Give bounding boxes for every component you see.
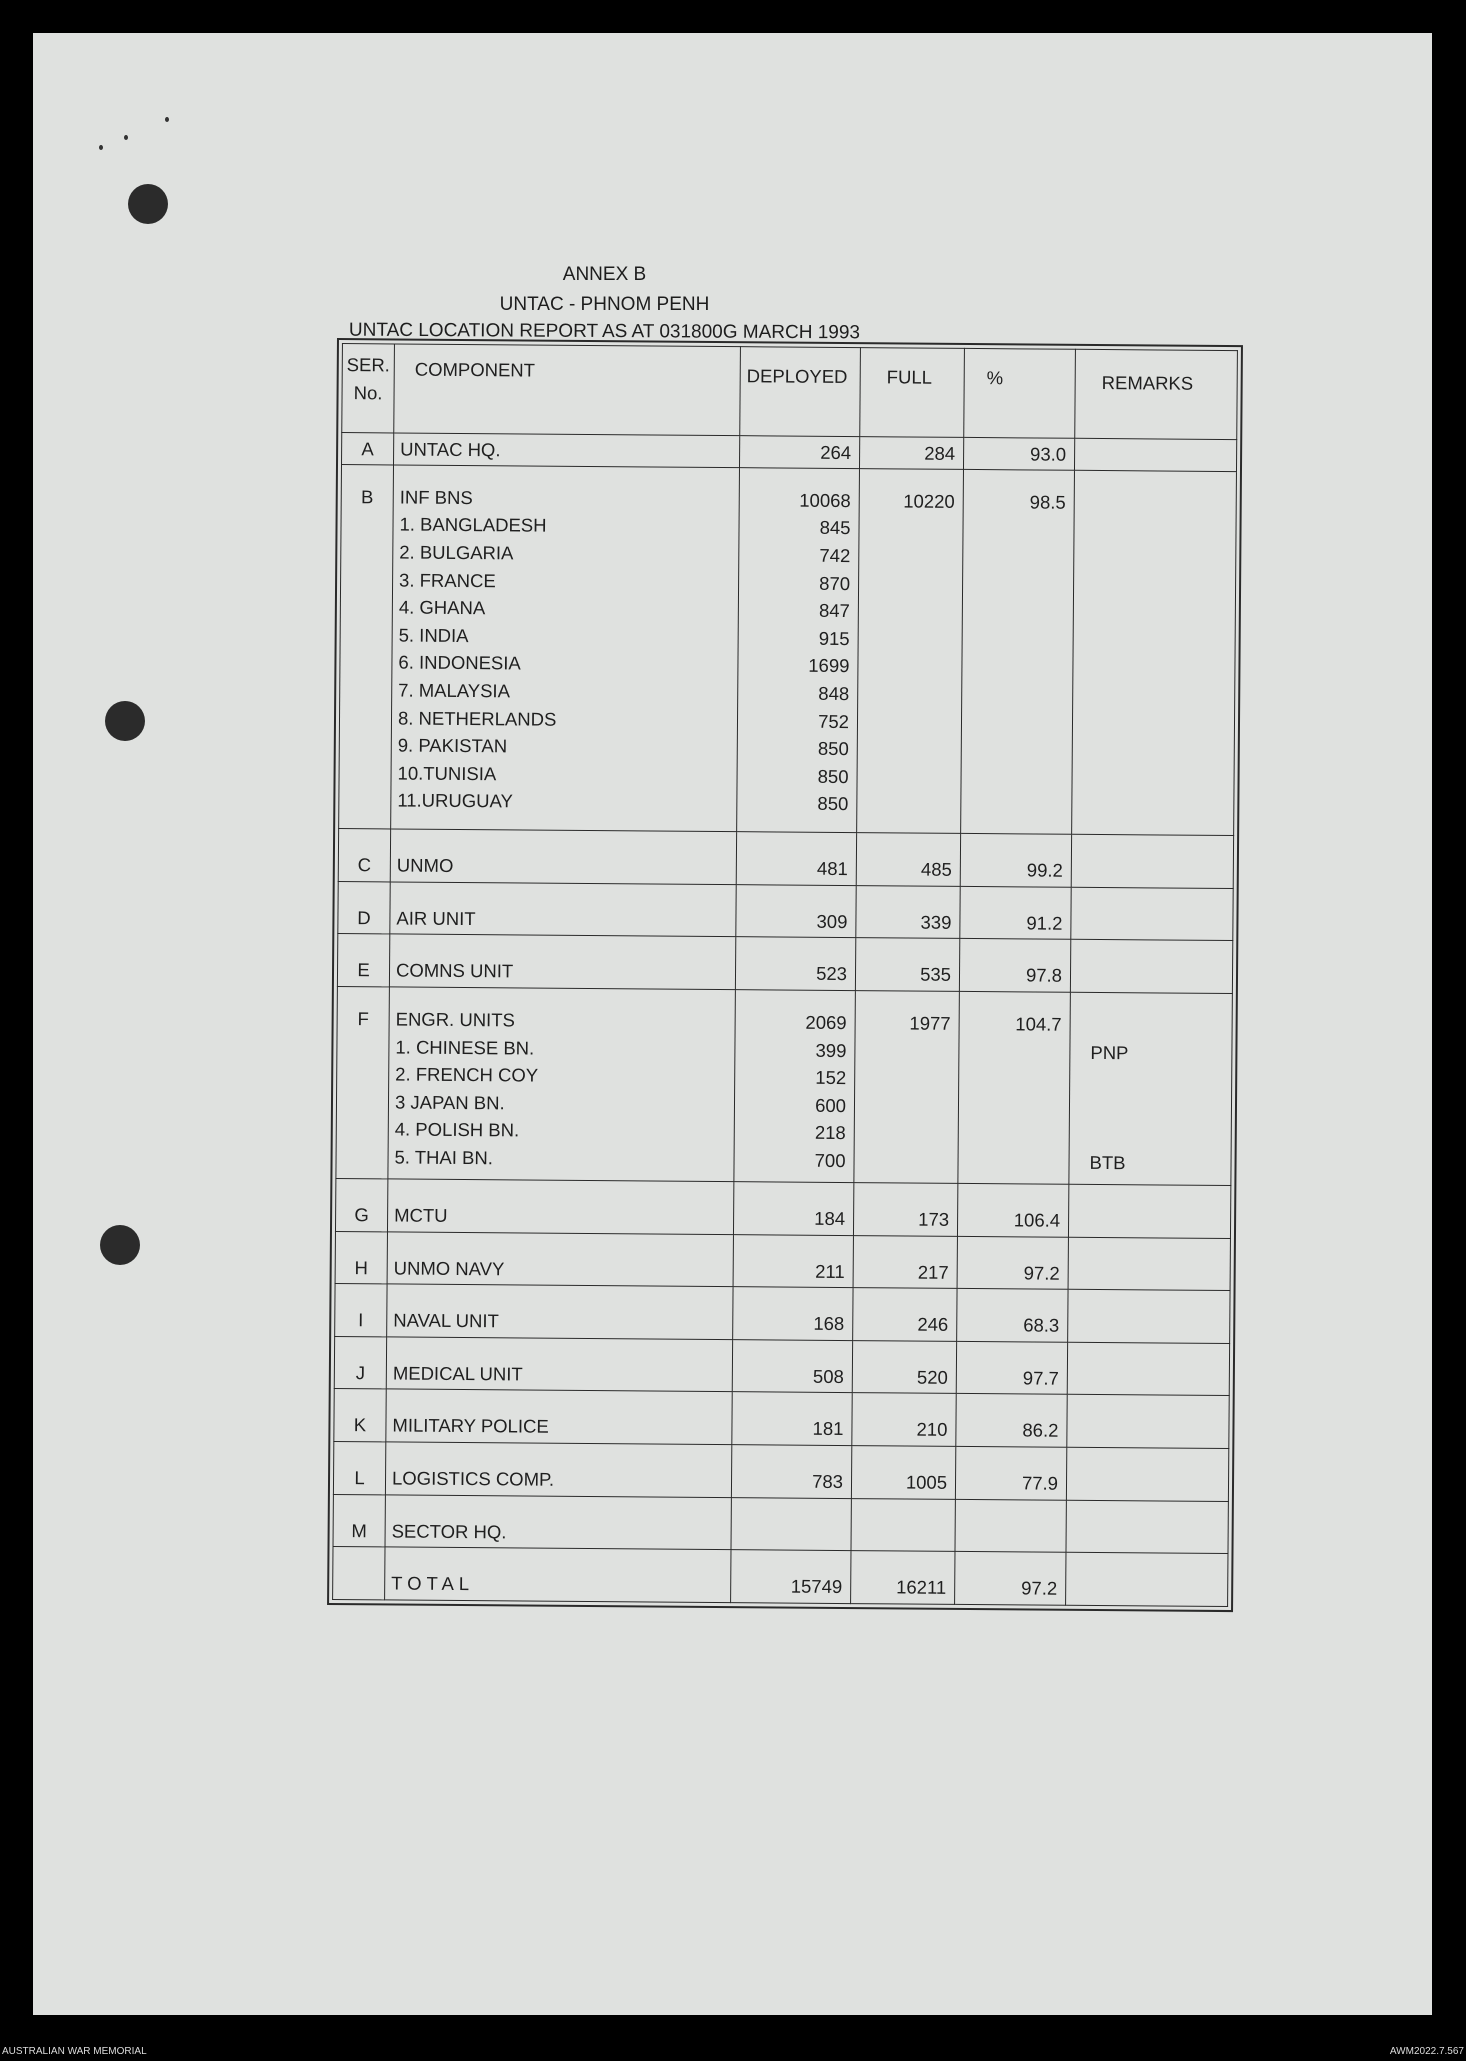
pct-value: 86.2 bbox=[1022, 1419, 1059, 1442]
annex-title: ANNEX B bbox=[562, 264, 647, 285]
deployed-value: 700 bbox=[814, 1149, 846, 1171]
component-name: UNMO bbox=[396, 854, 454, 876]
full-cell bbox=[852, 1340, 956, 1393]
remarks-value bbox=[1092, 792, 1233, 821]
pct-value bbox=[956, 1522, 1058, 1550]
pct-value bbox=[963, 626, 1065, 654]
ser-cell bbox=[333, 1442, 385, 1495]
col-header-deployed bbox=[740, 347, 861, 437]
total-deployed-cell bbox=[731, 1550, 851, 1604]
full-cell bbox=[853, 1288, 957, 1341]
remarks-cell bbox=[1071, 834, 1233, 888]
remarks-value bbox=[1094, 627, 1235, 656]
total-deployed: 15749 bbox=[790, 1575, 843, 1598]
component-name: 5. THAI BN. bbox=[394, 1146, 494, 1169]
remarks-cell bbox=[1068, 1184, 1230, 1238]
remarks-cell bbox=[1066, 1500, 1228, 1554]
full-value bbox=[854, 1147, 949, 1175]
pct-cell bbox=[957, 1183, 1068, 1236]
report-title: UNTAC LOCATION REPORT AS AT 031800G MARCH 1993 bbox=[348, 319, 861, 344]
remarks-cell bbox=[1071, 887, 1233, 941]
component-name: 9. PAKISTAN bbox=[397, 734, 508, 757]
ser-code: J bbox=[355, 1361, 366, 1384]
remarks-value bbox=[1091, 1011, 1232, 1040]
component-name: LOGISTICS COMP. bbox=[391, 1467, 555, 1490]
ser-no-label: No. bbox=[353, 382, 383, 404]
remarks-value bbox=[1088, 1312, 1229, 1341]
total-pct-cell bbox=[955, 1552, 1066, 1606]
footer-institution: AUSTRALIAN WAR MEMORIAL bbox=[2, 2046, 147, 2057]
pct-value bbox=[962, 681, 1064, 709]
full-value bbox=[857, 763, 952, 791]
punch-hole bbox=[128, 184, 168, 224]
component-cell bbox=[389, 934, 735, 989]
deployed-cell bbox=[732, 1339, 852, 1393]
full-value: 520 bbox=[916, 1366, 948, 1388]
ser-cell bbox=[333, 1494, 385, 1547]
ser-code: E bbox=[357, 959, 370, 981]
pct-value: 99.2 bbox=[1026, 859, 1063, 881]
col-header-remarks bbox=[1075, 349, 1238, 439]
deployed-value: 10068 bbox=[799, 489, 851, 511]
deployed-value: 848 bbox=[818, 682, 850, 705]
deployed-value: 309 bbox=[816, 910, 848, 932]
full-cell bbox=[856, 885, 960, 938]
deployed-value: 845 bbox=[819, 517, 851, 539]
pct-value bbox=[959, 1037, 1061, 1065]
full-cell bbox=[851, 1498, 955, 1551]
pct-cell bbox=[955, 1446, 1066, 1499]
remarks-value bbox=[1094, 516, 1235, 545]
pct-value bbox=[962, 708, 1064, 736]
full-cell bbox=[852, 1393, 956, 1446]
component-cell bbox=[386, 1389, 732, 1444]
remarks-value bbox=[1093, 654, 1234, 683]
component-name: 5. INDIA bbox=[398, 624, 469, 646]
pct-value: 97.7 bbox=[1022, 1367, 1059, 1389]
remarks-value bbox=[1087, 1523, 1228, 1552]
deployed-value: 168 bbox=[813, 1312, 845, 1335]
full-cell bbox=[859, 437, 963, 470]
remarks-value bbox=[1089, 1259, 1230, 1288]
full-cell bbox=[854, 990, 960, 1183]
component-name: MEDICAL UNIT bbox=[392, 1362, 523, 1385]
component-name: NAVAL UNIT bbox=[393, 1309, 499, 1332]
total-label-cell bbox=[385, 1547, 731, 1602]
full-value bbox=[855, 1092, 950, 1120]
total-ser-cell bbox=[333, 1547, 385, 1600]
remarks-value bbox=[1088, 1365, 1229, 1394]
remarks-value bbox=[1089, 1207, 1230, 1236]
deployed-value: 523 bbox=[816, 963, 848, 985]
pct-value: 106.4 bbox=[1013, 1209, 1061, 1231]
deployed-value: 850 bbox=[817, 737, 849, 760]
deployed-value: 870 bbox=[819, 572, 851, 594]
component-cell bbox=[387, 1231, 733, 1286]
full-value bbox=[859, 542, 954, 570]
ser-cell bbox=[335, 1231, 387, 1284]
location-report-table bbox=[327, 338, 1243, 1612]
table-row bbox=[337, 934, 1232, 994]
pct-label: % bbox=[986, 367, 1004, 389]
remarks-value bbox=[1095, 441, 1236, 470]
component-name: 2. FRENCH COY bbox=[395, 1063, 539, 1086]
deployed-value: 152 bbox=[815, 1066, 847, 1089]
pct-value: 97.2 bbox=[1023, 1261, 1060, 1284]
deployed-value bbox=[732, 1520, 843, 1548]
pct-cell bbox=[960, 886, 1071, 939]
pct-cell bbox=[959, 939, 1070, 992]
component-name: 1. CHINESE BN. bbox=[395, 1035, 535, 1059]
component-cell bbox=[385, 1495, 731, 1550]
full-value bbox=[858, 708, 953, 736]
col-header-ser bbox=[342, 344, 395, 433]
ser-code: B bbox=[361, 486, 374, 508]
component-name: 7. MALAYSIA bbox=[398, 679, 511, 702]
ser-code: L bbox=[354, 1467, 365, 1489]
speck bbox=[165, 117, 169, 122]
full-value: 485 bbox=[920, 858, 952, 880]
punch-hole bbox=[105, 701, 145, 741]
deployed-cell bbox=[734, 990, 856, 1183]
pct-value bbox=[959, 1120, 1061, 1148]
ser-cell bbox=[338, 829, 390, 882]
component-name: SECTOR HQ. bbox=[391, 1520, 507, 1543]
pct-value bbox=[962, 653, 1064, 681]
total-full: 16211 bbox=[896, 1576, 947, 1599]
full-cell bbox=[857, 468, 964, 833]
pct-value: 68.3 bbox=[1023, 1314, 1060, 1336]
ser-label: SER. bbox=[346, 354, 390, 376]
col-header-component bbox=[394, 344, 741, 436]
ser-code: A bbox=[361, 438, 374, 460]
full-cell bbox=[853, 1235, 957, 1288]
full-value bbox=[855, 1119, 950, 1147]
deployed-value: 600 bbox=[815, 1094, 847, 1116]
full-value: 284 bbox=[924, 442, 956, 464]
pct-value: 98.5 bbox=[1029, 491, 1066, 513]
full-value: 10220 bbox=[903, 490, 955, 512]
total-remarks-cell bbox=[1066, 1553, 1228, 1607]
pct-value bbox=[961, 791, 1063, 819]
deployed-value: 850 bbox=[817, 793, 849, 815]
remarks-value bbox=[1092, 857, 1233, 886]
remarks-value bbox=[1091, 962, 1232, 991]
full-value: 173 bbox=[918, 1208, 950, 1230]
remarks-cell bbox=[1067, 1395, 1229, 1449]
pct-cell bbox=[955, 1499, 1066, 1552]
remarks-value bbox=[1091, 910, 1232, 939]
full-value: 210 bbox=[916, 1418, 948, 1441]
component-name: 4. POLISH BN. bbox=[394, 1118, 520, 1141]
pct-value bbox=[959, 1065, 1061, 1093]
component-cell bbox=[385, 1442, 731, 1497]
deployed-value: 508 bbox=[812, 1365, 844, 1387]
deployed-value: 181 bbox=[812, 1418, 844, 1440]
ser-cell bbox=[334, 1389, 386, 1442]
component-name: ENGR. UNITS bbox=[395, 1008, 515, 1031]
ser-cell bbox=[339, 464, 394, 829]
location-title: UNTAC - PHNOM PENH bbox=[499, 294, 710, 315]
table-header-row bbox=[342, 344, 1238, 440]
pct-value bbox=[959, 1093, 1061, 1121]
table-row bbox=[335, 1178, 1230, 1238]
deployed-cell bbox=[735, 937, 855, 991]
remarks-cell bbox=[1066, 1447, 1228, 1501]
component-name: 11.URUGUAY bbox=[397, 789, 513, 812]
full-value: 535 bbox=[920, 963, 952, 986]
deployed-value: 211 bbox=[815, 1260, 845, 1282]
ser-code: F bbox=[357, 1008, 369, 1030]
full-value bbox=[852, 1521, 947, 1549]
remarks-value bbox=[1093, 682, 1234, 711]
pct-cell bbox=[956, 1394, 1067, 1447]
ser-code: M bbox=[351, 1519, 367, 1541]
deployed-cell bbox=[732, 1392, 852, 1446]
deployed-value: 2069 bbox=[805, 1011, 847, 1033]
ser-cell bbox=[337, 934, 389, 987]
full-value bbox=[858, 652, 953, 680]
pct-cell bbox=[957, 1289, 1068, 1342]
footer-accession-number: AWM2022.7.567 bbox=[1389, 2046, 1464, 2057]
ser-code: C bbox=[357, 854, 372, 876]
deployed-value: 847 bbox=[818, 599, 850, 622]
component-name: 2. BULGARIA bbox=[399, 541, 514, 564]
table-row bbox=[339, 464, 1237, 835]
table-row bbox=[338, 881, 1233, 941]
total-full-cell bbox=[851, 1551, 955, 1605]
full-cell bbox=[853, 1182, 957, 1235]
pct-value bbox=[962, 736, 1064, 764]
pct-cell bbox=[963, 437, 1074, 470]
pct-cell bbox=[956, 1341, 1067, 1394]
ser-cell bbox=[338, 881, 390, 934]
full-value bbox=[859, 570, 954, 598]
remarks-cell bbox=[1069, 992, 1233, 1185]
component-name: 3 JAPAN BN. bbox=[394, 1091, 505, 1114]
deployed-value: 218 bbox=[814, 1122, 846, 1144]
deployed-cell bbox=[736, 884, 856, 938]
remarks-value bbox=[1094, 544, 1235, 573]
remarks-value bbox=[1087, 1417, 1228, 1446]
deployed-cell bbox=[737, 467, 860, 832]
pct-value: 104.7 bbox=[1015, 1013, 1062, 1035]
scanned-page bbox=[33, 33, 1432, 2015]
component-name: 8. NETHERLANDS bbox=[397, 707, 557, 730]
total-pct: 97.2 bbox=[1021, 1577, 1058, 1599]
remarks-value bbox=[1090, 1094, 1231, 1123]
component-name: 1. BANGLADESH bbox=[399, 513, 547, 537]
component-name: COMNS UNIT bbox=[395, 959, 514, 982]
component-cell bbox=[394, 433, 740, 468]
ser-cell bbox=[336, 986, 390, 1178]
component-cell bbox=[390, 829, 736, 884]
pct-cell bbox=[960, 833, 1071, 886]
deployed-value: 850 bbox=[817, 765, 849, 787]
full-cell bbox=[856, 833, 960, 886]
remarks-value bbox=[1093, 737, 1234, 766]
remarks-cell bbox=[1072, 470, 1237, 835]
remarks-cell bbox=[1070, 940, 1232, 994]
deployed-value: 481 bbox=[816, 857, 848, 880]
component-name: INF BNS bbox=[399, 486, 473, 508]
full-cell bbox=[851, 1446, 955, 1499]
deployed-cell bbox=[733, 1234, 853, 1288]
full-value bbox=[857, 790, 952, 818]
deployed-value: 399 bbox=[815, 1039, 847, 1061]
table-row bbox=[335, 1284, 1230, 1344]
full-value bbox=[859, 597, 954, 625]
component-name: UNTAC HQ. bbox=[400, 438, 501, 461]
deployed-value: 752 bbox=[818, 710, 850, 732]
ser-code: D bbox=[357, 906, 371, 928]
full-value: 339 bbox=[920, 911, 952, 933]
speck bbox=[124, 135, 128, 140]
full-value: 246 bbox=[917, 1313, 949, 1335]
component-cell bbox=[386, 1337, 732, 1392]
component-name: UNMO NAVY bbox=[393, 1256, 505, 1279]
pct-cell bbox=[957, 1236, 1068, 1289]
pct-value: 77.9 bbox=[1021, 1472, 1059, 1494]
ser-code: H bbox=[354, 1256, 368, 1278]
table-row bbox=[333, 1442, 1228, 1502]
deployed-cell bbox=[731, 1445, 851, 1499]
ser-code: K bbox=[353, 1414, 367, 1436]
table-row bbox=[336, 986, 1232, 1185]
deployed-cell bbox=[739, 436, 859, 469]
table-row bbox=[338, 829, 1233, 889]
deployed-value: 742 bbox=[819, 544, 851, 567]
table-row bbox=[335, 1231, 1230, 1291]
component-name: MILITARY POLICE bbox=[392, 1414, 549, 1438]
deployed-value: 783 bbox=[812, 1470, 844, 1493]
deployed-cell bbox=[736, 832, 856, 886]
remarks-cell bbox=[1067, 1342, 1229, 1396]
remarks-cell bbox=[1068, 1237, 1230, 1291]
speck bbox=[99, 145, 103, 150]
table-row bbox=[334, 1336, 1229, 1396]
pct-value bbox=[963, 515, 1065, 543]
deployed-value: 264 bbox=[820, 441, 852, 464]
ser-code: I bbox=[358, 1309, 364, 1331]
component-cell bbox=[387, 1179, 733, 1234]
remarks-value: BTB bbox=[1089, 1151, 1126, 1174]
remarks-cell bbox=[1068, 1289, 1230, 1343]
total-row bbox=[333, 1547, 1228, 1607]
pct-value bbox=[963, 598, 1065, 626]
pct-value: 91.2 bbox=[1026, 912, 1063, 934]
ser-cell bbox=[335, 1284, 387, 1337]
remarks-value bbox=[1093, 710, 1234, 739]
full-value: 217 bbox=[917, 1261, 949, 1283]
remarks-value bbox=[1090, 1121, 1231, 1150]
deployed-cell bbox=[733, 1182, 853, 1236]
component-name: 10.TUNISIA bbox=[397, 762, 497, 785]
deployed-cell bbox=[731, 1497, 851, 1551]
deployed-label: DEPLOYED bbox=[746, 365, 848, 388]
full-value bbox=[855, 1037, 950, 1065]
remarks-value bbox=[1087, 1470, 1228, 1499]
pct-cell bbox=[961, 469, 1075, 834]
full-value bbox=[855, 1064, 950, 1092]
ser-cell bbox=[335, 1178, 387, 1231]
pct-value bbox=[963, 571, 1065, 599]
deployed-value: 184 bbox=[814, 1207, 846, 1229]
component-name: 4. GHANA bbox=[398, 596, 486, 619]
deployed-value: 1699 bbox=[808, 655, 850, 677]
remarks-value: PNP bbox=[1090, 1041, 1129, 1063]
ser-cell bbox=[334, 1336, 386, 1389]
pct-value bbox=[958, 1148, 1060, 1176]
table-row bbox=[333, 1494, 1228, 1554]
component-name: MCTU bbox=[394, 1204, 448, 1226]
component-cell bbox=[387, 1284, 733, 1339]
full-value bbox=[859, 625, 954, 653]
punch-hole bbox=[100, 1225, 140, 1265]
full-value bbox=[859, 515, 954, 543]
table-row bbox=[334, 1389, 1229, 1449]
component-cell bbox=[390, 882, 736, 937]
ser-code: G bbox=[354, 1204, 369, 1226]
component-cell bbox=[388, 987, 735, 1182]
component-name: AIR UNIT bbox=[396, 907, 476, 929]
full-label: FULL bbox=[886, 366, 933, 388]
full-cell bbox=[855, 938, 959, 991]
pct-cell bbox=[958, 991, 1071, 1184]
remarks-value bbox=[1094, 599, 1235, 628]
component-name: 3. FRANCE bbox=[399, 569, 496, 591]
remarks-cell bbox=[1074, 438, 1236, 471]
full-value bbox=[858, 735, 953, 763]
remarks-value bbox=[1095, 489, 1236, 518]
full-value: 1005 bbox=[905, 1471, 948, 1493]
pct-value: 97.8 bbox=[1025, 964, 1063, 986]
ser-cell bbox=[342, 433, 394, 465]
col-header-full bbox=[860, 348, 965, 438]
col-header-pct bbox=[964, 348, 1076, 438]
component-label: COMPONENT bbox=[414, 358, 536, 381]
full-value bbox=[858, 680, 953, 708]
remarks-label: REMARKS bbox=[1101, 372, 1194, 394]
remarks-value bbox=[1090, 1066, 1231, 1095]
remarks-value bbox=[1092, 765, 1233, 794]
pct-value bbox=[963, 543, 1065, 571]
total-label: TOTAL bbox=[391, 1572, 475, 1595]
remarks-value bbox=[1094, 572, 1235, 601]
deployed-value: 915 bbox=[818, 627, 850, 649]
pct-value: 93.0 bbox=[1030, 443, 1067, 465]
component-cell bbox=[391, 465, 740, 832]
component-name: 6. INDONESIA bbox=[398, 651, 521, 674]
pct-value bbox=[961, 764, 1063, 792]
deployed-cell bbox=[733, 1287, 853, 1341]
full-value: 1977 bbox=[909, 1012, 951, 1034]
